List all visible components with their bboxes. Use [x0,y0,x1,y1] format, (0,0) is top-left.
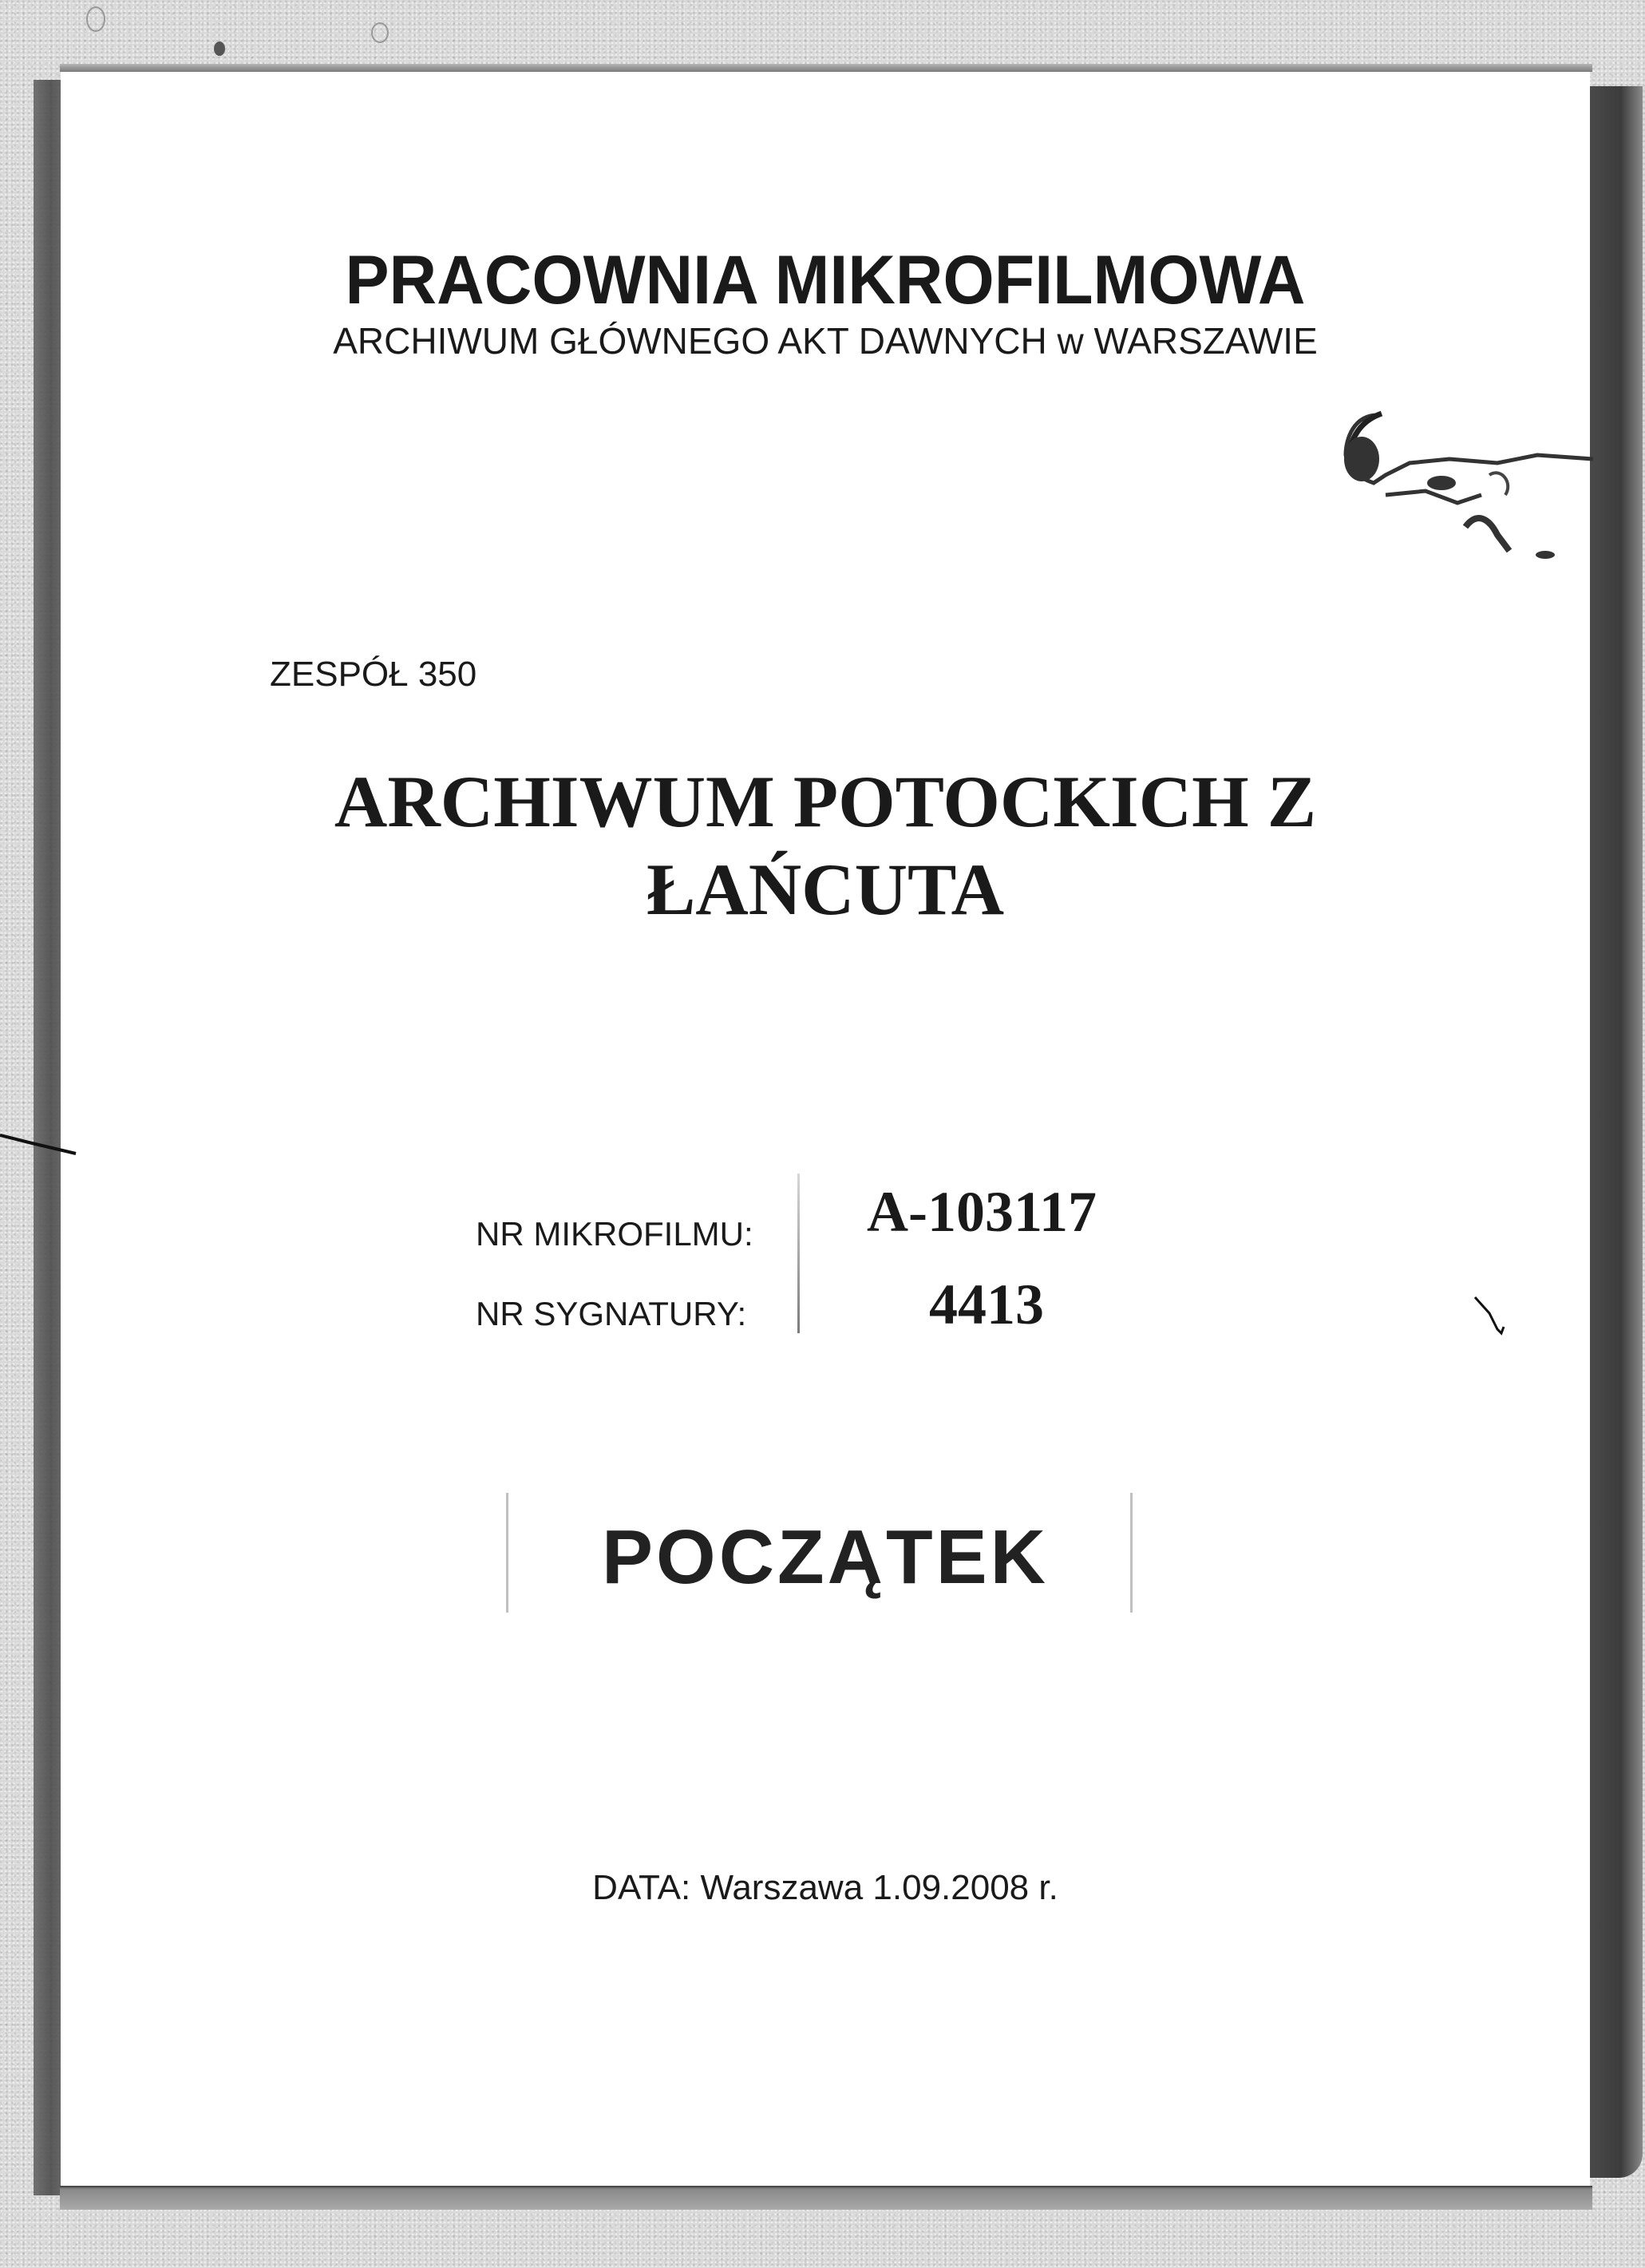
page-title: PRACOWNIA MIKROFILMOWA [345,242,1306,319]
film-spot [214,42,225,56]
collection-title-line-1: ARCHIWUM POTOCKICH Z [334,761,1317,842]
microfilm-number-label: NR MIKROFILMU: [476,1215,753,1253]
page-bottom-edge [60,2186,1592,2210]
label-divider [797,1174,800,1333]
title-page [61,72,1590,2186]
collection-title-line-2: ŁAŃCUTA [646,849,1005,930]
microfilm-number-value: A-103117 [867,1180,1097,1244]
start-marker: POCZĄTEK [602,1514,1049,1600]
page-subtitle: ARCHIWUM GŁÓWNEGO AKT DAWNYCH w WARSZAWIE [333,320,1318,362]
signature-number-value: 4413 [929,1273,1044,1336]
film-ring-mark [86,6,105,32]
scratch-mark-icon [1473,1293,1513,1341]
film-scratch-line-icon [0,1134,80,1166]
collection-number: ZESPÓŁ 350 [270,655,477,694]
film-ring-mark [371,22,389,43]
signature-number-label: NR SYGNATURY: [476,1295,747,1332]
date-line: DATA: Warszawa 1.09.2008 r. [592,1868,1058,1907]
page-top-edge [60,64,1592,72]
ink-stain-icon [1306,383,1625,591]
